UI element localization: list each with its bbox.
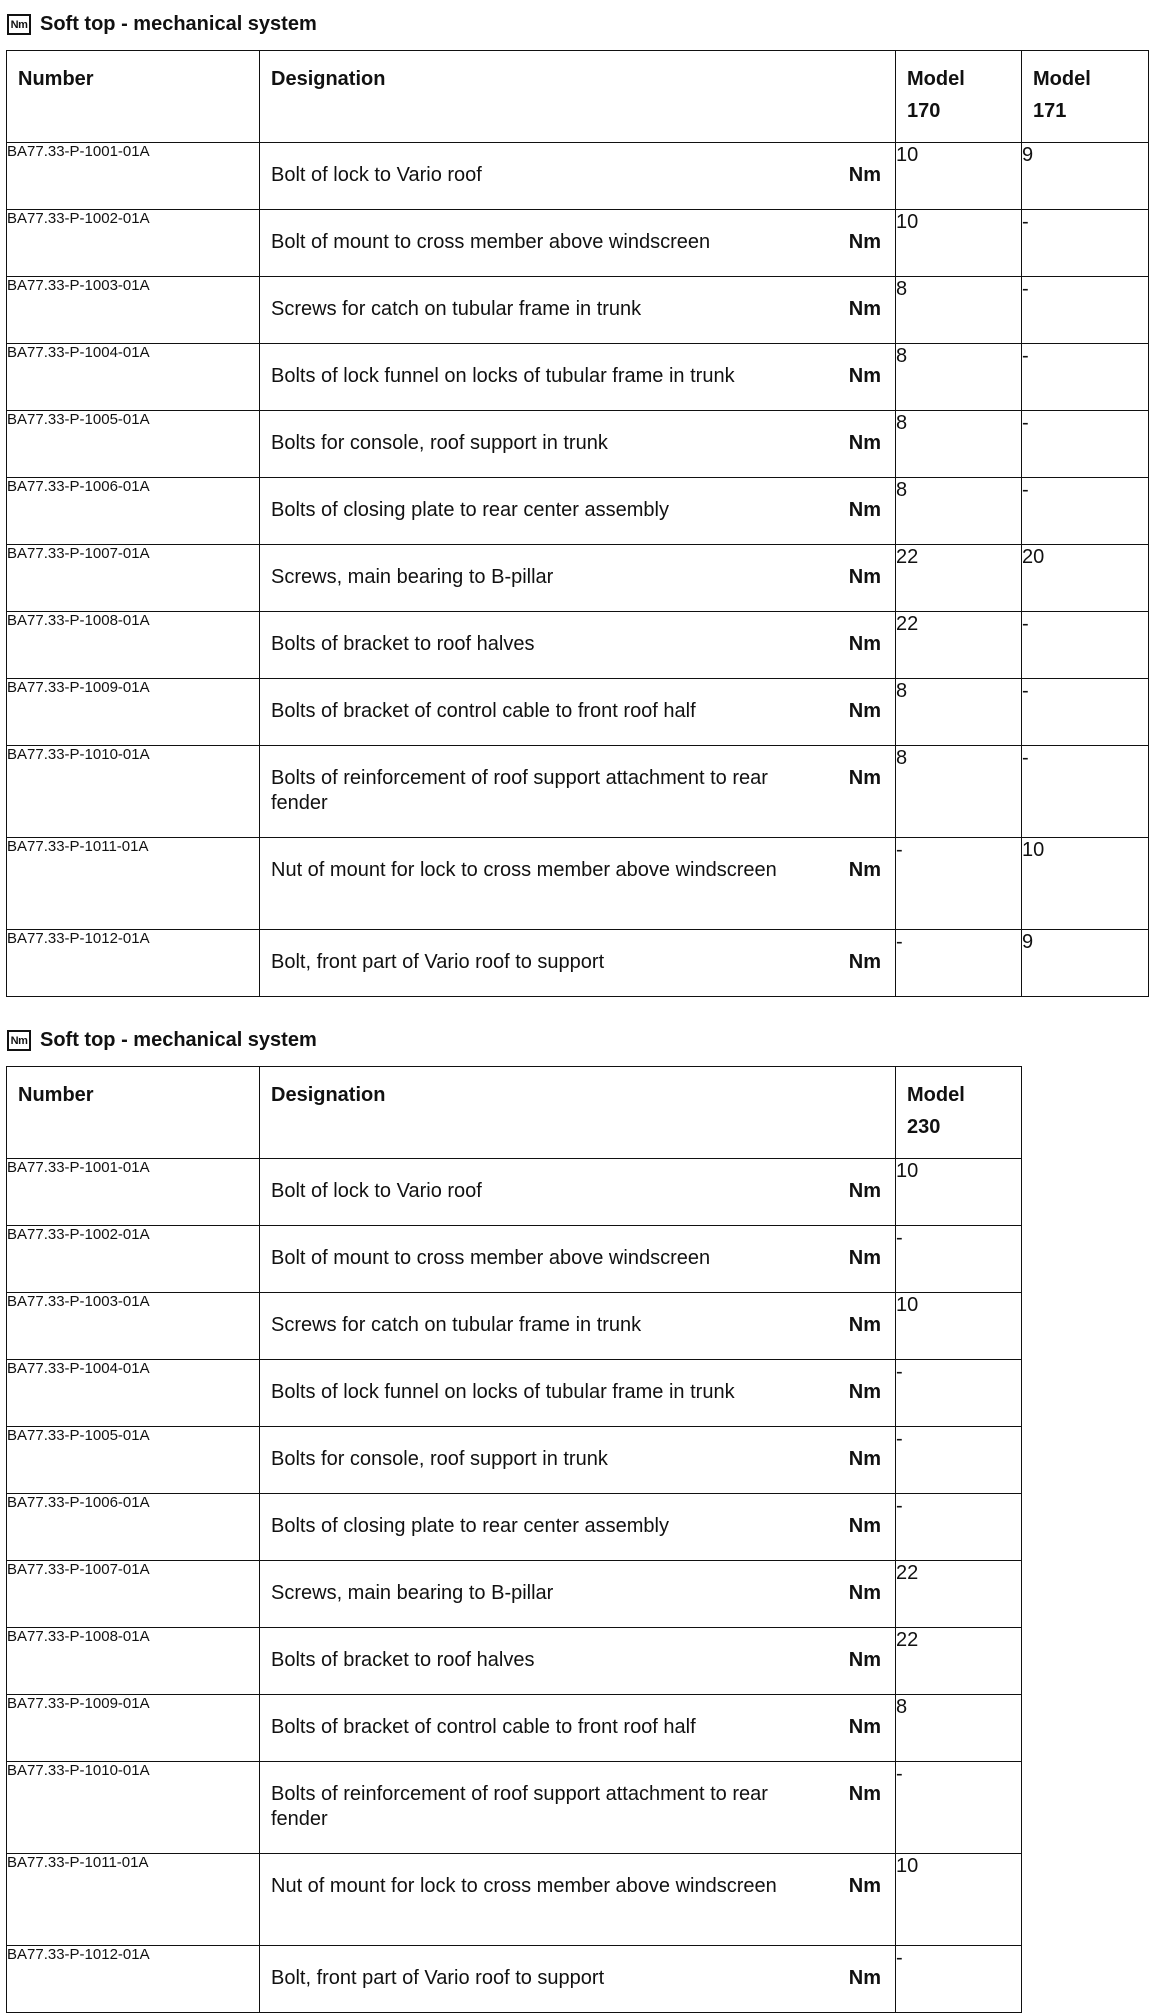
- designation-cell: [260, 1360, 896, 1427]
- table-row: [7, 1762, 1022, 1854]
- part-number: BA77.33-P-1004-01A: [7, 1360, 260, 1427]
- torque-value-model-171: 10: [1022, 838, 1149, 930]
- torque-value-model-230: -: [896, 1494, 1022, 1561]
- designation-cell: [260, 838, 896, 930]
- table-row: [7, 1159, 1022, 1226]
- designation-text: Bolt of mount to cross member above windscreen: [271, 1247, 711, 1269]
- torque-table-230: [6, 1066, 1022, 2013]
- table-row: [7, 1854, 1022, 1946]
- designation-text: Screws for catch on tubular frame in trunk: [271, 298, 642, 320]
- torque-value-model-230: -: [896, 1762, 1022, 1854]
- part-number: BA77.33-P-1011-01A: [7, 1854, 260, 1946]
- unit-label: Nm: [848, 499, 881, 521]
- part-number: BA77.33-P-1008-01A: [7, 1628, 260, 1695]
- torque-value-model-170: 8: [896, 344, 1022, 411]
- part-number: BA77.33-P-1007-01A: [7, 545, 260, 612]
- torque-value-model-170: 22: [896, 612, 1022, 679]
- table-row: [7, 1427, 1022, 1494]
- torque-value-model-170: -: [896, 930, 1022, 997]
- unit-label: Nm: [848, 298, 881, 320]
- designation-text: Bolt of lock to Vario roof: [271, 164, 482, 186]
- unit-label: Nm: [848, 951, 881, 973]
- designation-text: Screws for catch on tubular frame in trunk: [271, 1314, 642, 1336]
- table-header-row: [7, 1067, 1022, 1159]
- designation-cell: [260, 1159, 896, 1226]
- header-model-171: Model 171: [1022, 51, 1149, 143]
- designation-cell: [260, 277, 896, 344]
- part-number: BA77.33-P-1012-01A: [7, 1946, 260, 2013]
- torque-value-model-171: -: [1022, 612, 1149, 679]
- designation-cell: [260, 679, 896, 746]
- designation-cell: [260, 478, 896, 545]
- torque-table-170-171: [6, 50, 1149, 997]
- unit-label: Nm: [848, 1875, 881, 1897]
- unit-label: Nm: [848, 1582, 881, 1604]
- unit-label: Nm: [848, 1967, 881, 1989]
- designation-text: Bolts of closing plate to rear center assembly: [271, 1515, 669, 1537]
- unit-label: Nm: [848, 1716, 881, 1738]
- table-row: [7, 1946, 1022, 2013]
- designation-cell: [260, 1226, 896, 1293]
- header-designation: Designation: [260, 51, 896, 143]
- table-header-row: [7, 51, 1149, 143]
- torque-value-model-230: -: [896, 1427, 1022, 1494]
- torque-value-model-170: -: [896, 838, 1022, 930]
- designation-text: Bolt of mount to cross member above windscreen: [271, 231, 711, 253]
- part-number: BA77.33-P-1001-01A: [7, 1159, 260, 1226]
- designation-text: Bolts of bracket of control cable to front roof half: [271, 1716, 696, 1738]
- part-number: BA77.33-P-1004-01A: [7, 344, 260, 411]
- unit-label: Nm: [848, 633, 881, 655]
- part-number: BA77.33-P-1010-01A: [7, 1762, 260, 1854]
- part-number: BA77.33-P-1005-01A: [7, 1427, 260, 1494]
- torque-value-model-230: 10: [896, 1854, 1022, 1946]
- designation-cell: [260, 411, 896, 478]
- torque-value-model-171: -: [1022, 679, 1149, 746]
- header-model-170: Model 170: [896, 51, 1022, 143]
- designation-cell: [260, 1494, 896, 1561]
- table-row: [7, 1360, 1022, 1427]
- table-row: [7, 679, 1149, 746]
- table-row: [7, 411, 1149, 478]
- part-number: BA77.33-P-1009-01A: [7, 1695, 260, 1762]
- torque-value-model-171: 20: [1022, 545, 1149, 612]
- header-number: Number: [7, 51, 260, 143]
- designation-cell: [260, 1293, 896, 1360]
- unit-label: Nm: [848, 432, 881, 454]
- unit-label: Nm: [848, 1515, 881, 1537]
- part-number: BA77.33-P-1001-01A: [7, 143, 260, 210]
- torque-value-model-171: -: [1022, 478, 1149, 545]
- nm-torque-icon: Nm: [7, 14, 31, 35]
- designation-text: Bolt, front part of Vario roof to support: [271, 1967, 605, 1989]
- table-row: [7, 1695, 1022, 1762]
- designation-cell: [260, 1561, 896, 1628]
- part-number: BA77.33-P-1005-01A: [7, 411, 260, 478]
- torque-value-model-230: 22: [896, 1561, 1022, 1628]
- designation-text: Bolts of closing plate to rear center assembly: [271, 499, 669, 521]
- torque-value-model-170: 8: [896, 746, 1022, 838]
- part-number: BA77.33-P-1009-01A: [7, 679, 260, 746]
- header-designation: Designation: [260, 1067, 896, 1159]
- torque-value-model-171: -: [1022, 746, 1149, 838]
- designation-cell: [260, 210, 896, 277]
- torque-value-model-230: 10: [896, 1293, 1022, 1360]
- table-row: [7, 1293, 1022, 1360]
- designation-text: Screws, main bearing to B-pillar: [271, 566, 554, 588]
- part-number: BA77.33-P-1007-01A: [7, 1561, 260, 1628]
- designation-text: Bolts for console, roof support in trunk: [271, 432, 608, 454]
- torque-value-model-171: 9: [1022, 930, 1149, 997]
- section-title: [7, 10, 317, 38]
- torque-value-model-170: 10: [896, 210, 1022, 277]
- designation-cell: [260, 1628, 896, 1695]
- unit-label: Nm: [848, 1649, 881, 1671]
- table-row: [7, 277, 1149, 344]
- unit-label: Nm: [848, 859, 881, 881]
- torque-value-model-170: 8: [896, 478, 1022, 545]
- designation-text: Bolts of bracket to roof halves: [271, 633, 535, 655]
- torque-value-model-230: 10: [896, 1159, 1022, 1226]
- unit-label: Nm: [848, 700, 881, 722]
- part-number: BA77.33-P-1002-01A: [7, 1226, 260, 1293]
- designation-text: Screws, main bearing to B-pillar: [271, 1582, 554, 1604]
- designation-text: Bolts of lock funnel on locks of tubular frame in trunk: [271, 1381, 735, 1403]
- nm-torque-icon: Nm: [7, 1030, 31, 1051]
- torque-value-model-171: -: [1022, 344, 1149, 411]
- unit-label: Nm: [848, 231, 881, 253]
- table-row: [7, 1226, 1022, 1293]
- part-number: BA77.33-P-1010-01A: [7, 746, 260, 838]
- unit-label: Nm: [848, 1448, 881, 1470]
- unit-label: Nm: [848, 767, 881, 789]
- header-number: Number: [7, 1067, 260, 1159]
- torque-value-model-170: 8: [896, 679, 1022, 746]
- torque-value-model-170: 10: [896, 143, 1022, 210]
- torque-value-model-230: 22: [896, 1628, 1022, 1695]
- designation-cell: [260, 344, 896, 411]
- designation-text: Bolts of bracket of control cable to front roof half: [271, 700, 696, 722]
- table-row: [7, 344, 1149, 411]
- part-number: BA77.33-P-1003-01A: [7, 277, 260, 344]
- unit-label: Nm: [848, 1314, 881, 1336]
- part-number: BA77.33-P-1008-01A: [7, 612, 260, 679]
- designation-text: Bolts of bracket to roof halves: [271, 1649, 535, 1671]
- designation-text: Bolts for console, roof support in trunk: [271, 1448, 608, 1470]
- table-row: [7, 210, 1149, 277]
- torque-value-model-171: 9: [1022, 143, 1149, 210]
- table-row: [7, 746, 1149, 838]
- table-row: [7, 143, 1149, 210]
- designation-text: Bolt of lock to Vario roof: [271, 1180, 482, 1202]
- section-title-text: Soft top - mechanical system: [40, 1028, 317, 1051]
- table-row: [7, 1561, 1022, 1628]
- header-model-230: Model 230: [896, 1067, 1022, 1159]
- designation-cell: [260, 746, 896, 838]
- part-number: BA77.33-P-1006-01A: [7, 478, 260, 545]
- designation-cell: [260, 545, 896, 612]
- unit-label: Nm: [848, 1180, 881, 1202]
- part-number: BA77.33-P-1006-01A: [7, 1494, 260, 1561]
- part-number: BA77.33-P-1003-01A: [7, 1293, 260, 1360]
- designation-cell: [260, 1946, 896, 2013]
- unit-label: Nm: [848, 164, 881, 186]
- designation-cell: [260, 1854, 896, 1946]
- torque-value-model-171: -: [1022, 411, 1149, 478]
- designation-text: Nut of mount for lock to cross member above windscreen: [271, 1875, 777, 1897]
- part-number: BA77.33-P-1011-01A: [7, 838, 260, 930]
- part-number: BA77.33-P-1012-01A: [7, 930, 260, 997]
- part-number: BA77.33-P-1002-01A: [7, 210, 260, 277]
- torque-value-model-170: 8: [896, 277, 1022, 344]
- section-title: [7, 1026, 317, 1054]
- torque-value-model-170: 22: [896, 545, 1022, 612]
- designation-text: Nut of mount for lock to cross member above windscreen: [271, 859, 777, 881]
- torque-value-model-230: -: [896, 1226, 1022, 1293]
- table-row: [7, 1494, 1022, 1561]
- table-row: [7, 838, 1149, 930]
- unit-label: Nm: [848, 566, 881, 588]
- unit-label: Nm: [848, 1247, 881, 1269]
- table-row: [7, 545, 1149, 612]
- designation-cell: [260, 1762, 896, 1854]
- designation-cell: [260, 143, 896, 210]
- designation-cell: [260, 1695, 896, 1762]
- unit-label: Nm: [848, 365, 881, 387]
- torque-value-model-230: -: [896, 1360, 1022, 1427]
- designation-text: Bolt, front part of Vario roof to support: [271, 951, 605, 973]
- torque-value-model-230: -: [896, 1946, 1022, 2013]
- designation-text: Bolts of lock funnel on locks of tubular frame in trunk: [271, 365, 735, 387]
- designation-cell: [260, 1427, 896, 1494]
- table-row: [7, 612, 1149, 679]
- table-row: [7, 478, 1149, 545]
- unit-label: Nm: [848, 1783, 881, 1805]
- torque-value-model-170: 8: [896, 411, 1022, 478]
- designation-cell: [260, 612, 896, 679]
- designation-text: Bolts of reinforcement of roof support attachment to rear fender: [271, 767, 768, 814]
- table-row: [7, 930, 1149, 997]
- designation-cell: [260, 930, 896, 997]
- designation-text: Bolts of reinforcement of roof support attachment to rear fender: [271, 1783, 768, 1830]
- table-row: [7, 1628, 1022, 1695]
- torque-value-model-230: 8: [896, 1695, 1022, 1762]
- unit-label: Nm: [848, 1381, 881, 1403]
- section-title-text: Soft top - mechanical system: [40, 12, 317, 35]
- torque-value-model-171: -: [1022, 277, 1149, 344]
- torque-value-model-171: -: [1022, 210, 1149, 277]
